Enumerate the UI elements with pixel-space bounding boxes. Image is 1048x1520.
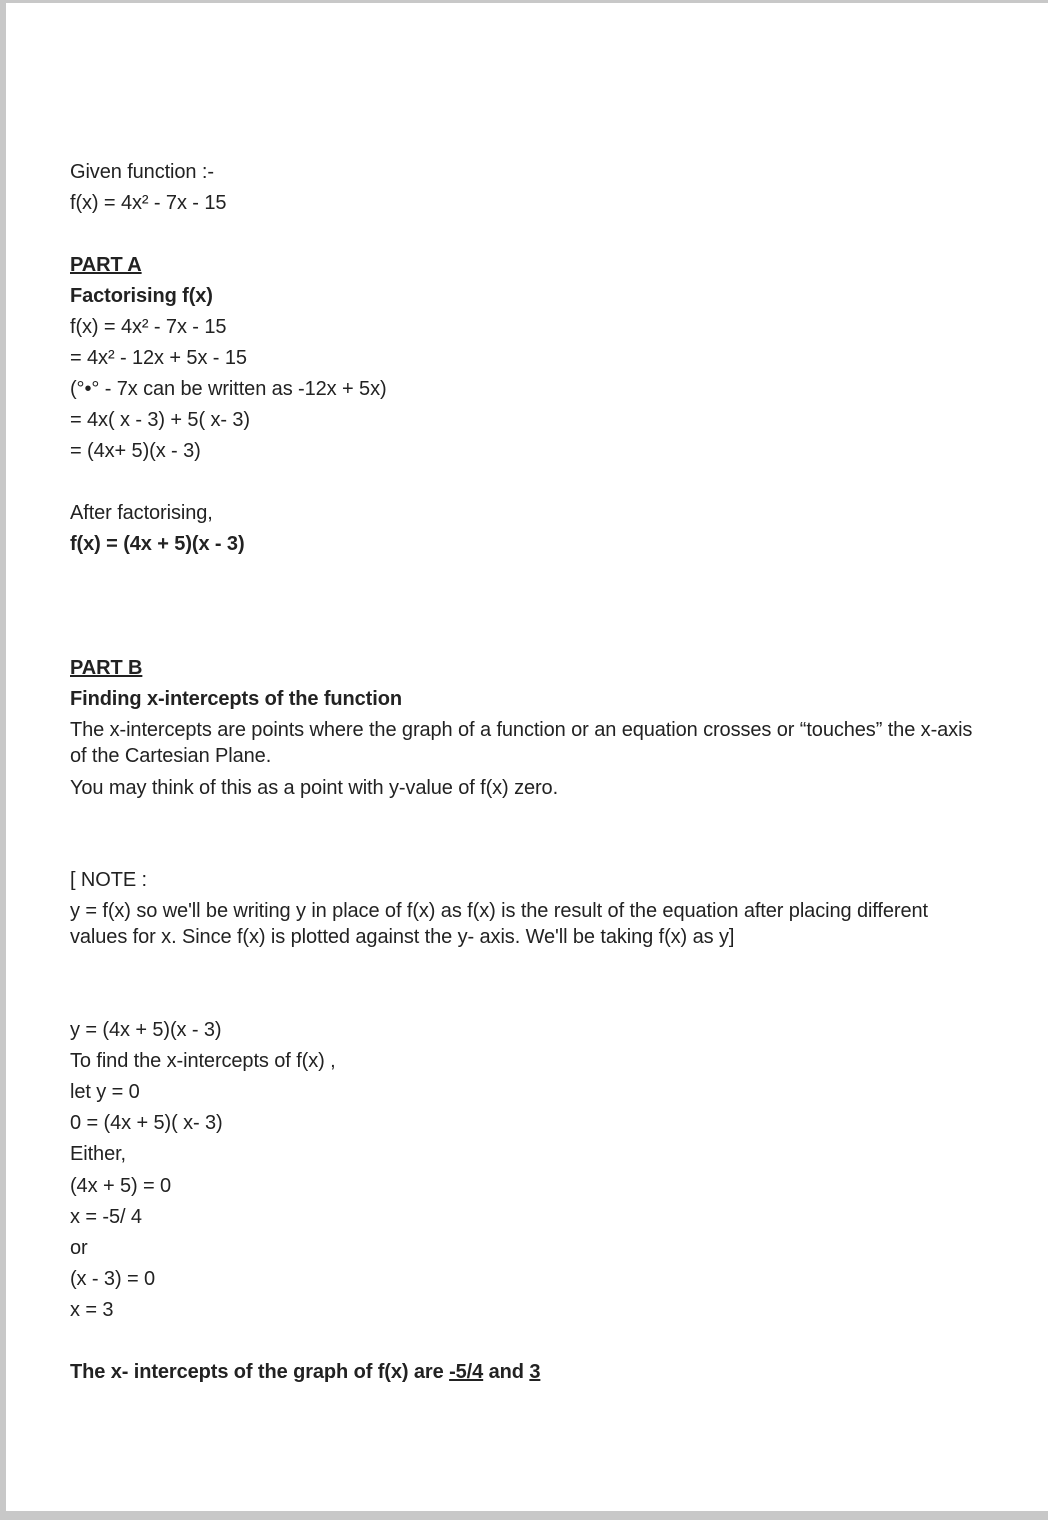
note-text: y = f(x) so we'll be writing y in place of f(x) as f(x) is the result of the equation after placing different values for x. Since f(x) is plotted against the y- axis. We'll be taking f(x) as y] [70, 900, 928, 948]
document-page [6, 3, 1048, 1511]
after-factorising-label: After factorising, [70, 502, 213, 524]
conclusion [70, 1359, 540, 1385]
part-a-step-4: = 4x( x - 3) + 5( x- 3) [70, 409, 250, 431]
part-b-step-8: or [70, 1237, 88, 1259]
conclusion-joiner: and [483, 1361, 530, 1383]
part-b-title: Finding x-intercepts of the function [70, 688, 402, 710]
intercept-value-2: 3 [529, 1361, 541, 1383]
part-a-step-2: = 4x² - 12x + 5x - 15 [70, 347, 247, 369]
part-b-step-3: let y = 0 [70, 1081, 140, 1103]
conclusion-prefix: The x- intercepts of the graph of f(x) are [70, 1361, 450, 1383]
intercept-value-1: -5/4 [449, 1361, 484, 1383]
part-b-step-6: (4x + 5) = 0 [70, 1175, 172, 1197]
part-b-step-7: x = -5/ 4 [70, 1206, 142, 1228]
x-intercept-explanation: You may think of this as a point with y-value of f(x) zero. [70, 777, 559, 799]
note-label: [ NOTE : [70, 869, 147, 891]
part-b-step-2: To find the x-intercepts of f(x) , [70, 1050, 336, 1072]
part-a-step-1: f(x) = 4x² - 7x - 15 [70, 316, 227, 338]
part-b-step-4: 0 = (4x + 5)( x- 3) [70, 1112, 223, 1134]
factorised-result: f(x) = (4x + 5)(x - 3) [70, 533, 245, 555]
part-a-heading: PART A [70, 254, 142, 276]
part-b-step-10: x = 3 [70, 1299, 114, 1321]
x-intercept-definition: The x-intercepts are points where the graph of a function or an equation crosses or “touches” the x-axis of the Cartesian Plane. [70, 719, 973, 767]
given-label: Given function :- [70, 161, 214, 183]
part-b-step-5: Either, [70, 1143, 126, 1165]
part-a-step-3: (°•° - 7x can be written as -12x + 5x) [70, 378, 387, 400]
part-a-title: Factorising f(x) [70, 285, 213, 307]
part-a-step-5: = (4x+ 5)(x - 3) [70, 440, 201, 462]
part-b-step-9: (x - 3) = 0 [70, 1268, 156, 1290]
given-function: f(x) = 4x² - 7x - 15 [70, 192, 227, 214]
part-b-step-1: y = (4x + 5)(x - 3) [70, 1019, 222, 1041]
part-b-heading: PART B [70, 657, 143, 679]
